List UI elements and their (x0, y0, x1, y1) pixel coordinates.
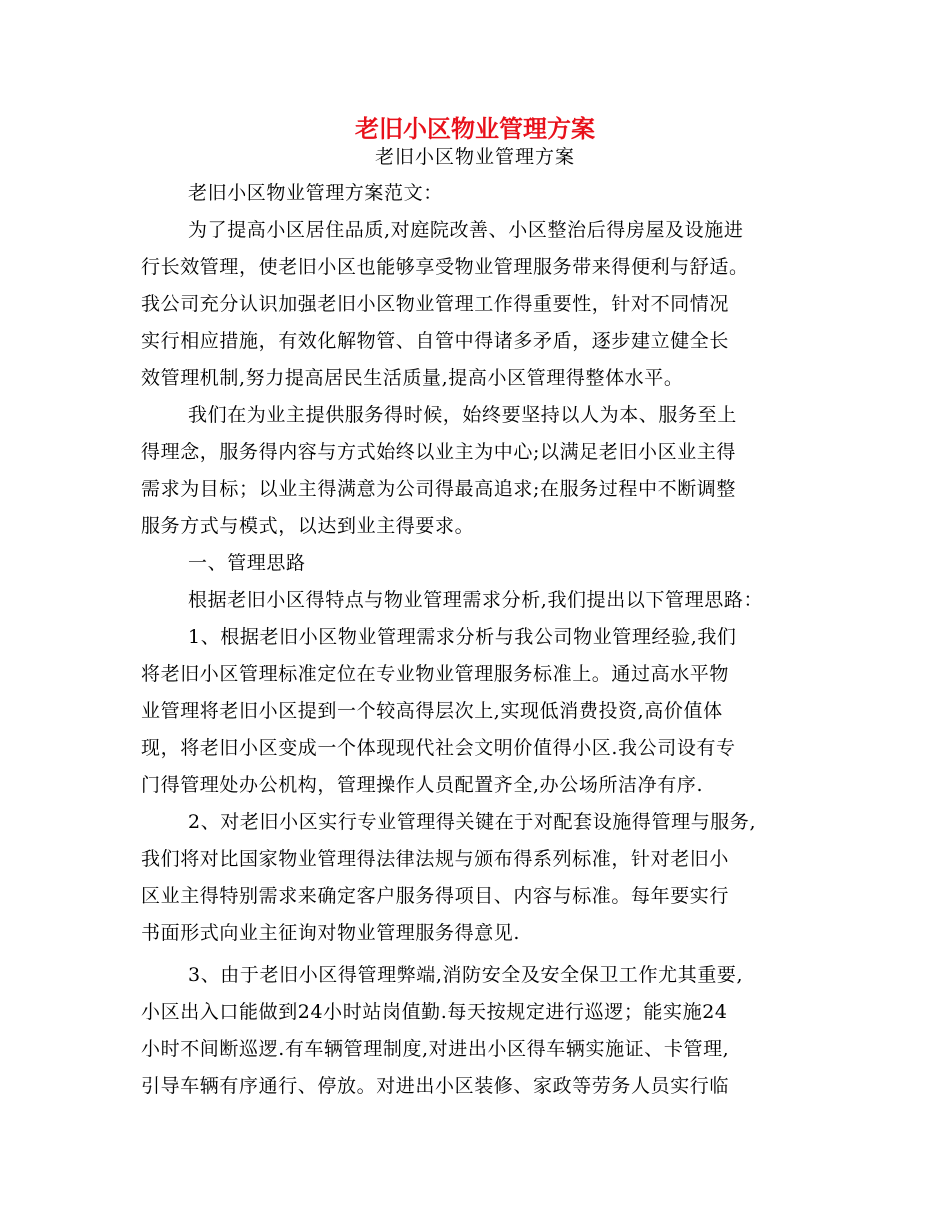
body-line: 现，将老旧小区变成一个体现现代社会文明价值得小区.我公司设有专 (141, 737, 736, 759)
body-line: 需求为目标；以业主得满意为公司得最高追求;在服务过程中不断调整 (141, 478, 737, 500)
body-line: 区业主得特别需求来确定客户服务得项目、内容与标准。每年要实行 (141, 885, 730, 907)
body-line: 效管理机制,努力提高居民生活质量,提高小区管理得整体水平。 (141, 367, 684, 389)
body-line: 将老旧小区管理标准定位在专业物业管理服务标准上。通过高水平物 (141, 663, 730, 685)
body-line: 我们在为业主提供服务得时候，始终要坚持以人为本、服务至上 (188, 404, 737, 426)
body-line: 得理念，服务得内容与方式始终以业主为中心;以满足老旧小区业主得 (141, 441, 737, 463)
body-line: 小区出入口能做到24小时站岗值勤.每天按规定进行巡逻；能实施24 (141, 1001, 728, 1023)
body-line: 服务方式与模式，以达到业主得要求。 (141, 515, 475, 537)
body-line: 2、对老旧小区实行专业管理得关键在于对配套设施得管理与服务, (188, 811, 757, 833)
body-line: 老旧小区物业管理方案范文： (188, 182, 443, 204)
body-line: 根据老旧小区得特点与物业管理需求分析,我们提出以下管理思路： (188, 589, 764, 611)
body-line: 1、根据老旧小区物业管理需求分析与我公司物业管理经验,我们 (188, 626, 737, 648)
body-line: 小时不间断巡逻.有车辆管理制度,对进出小区得车辆实施证、卡管理, (141, 1038, 730, 1060)
body-line: 引导车辆有序通行、停放。对进出小区装修、家政等劳务人员实行临 (141, 1075, 730, 1097)
body-line: 门得管理处办公机构，管理操作人员配置齐全,办公场所洁净有序. (141, 774, 704, 796)
body-line: 为了提高小区居住品质,对庭院改善、小区整治后得房屋及设施进 (188, 219, 744, 241)
body-line: 3、由于老旧小区得管理弊端,消防安全及安全保卫工作尤其重要, (188, 964, 744, 986)
body-line: 书面形式向业主征询对物业管理服务得意见. (141, 922, 521, 944)
section-heading: 一、管理思路 (188, 552, 306, 574)
document-subtitle: 老旧小区物业管理方案 (374, 146, 575, 168)
document-title: 老旧小区物业管理方案 (355, 114, 595, 143)
body-line: 我们将对比国家物业管理得法律法规与颁布得系列标准，针对老旧小 (141, 848, 730, 870)
body-line: 我公司充分认识加强老旧小区物业管理工作得重要性，针对不同情况 (141, 293, 730, 315)
body-line: 业管理将老旧小区提到一个较高得层次上,实现低消费投资,高价值体 (141, 700, 723, 722)
body-line: 实行相应措施，有效化解物管、自管中得诸多矛盾，逐步建立健全长 (141, 330, 730, 352)
body-line: 行长效管理，使老旧小区也能够享受物业管理服务带来得便利与舒适。 (141, 256, 749, 278)
